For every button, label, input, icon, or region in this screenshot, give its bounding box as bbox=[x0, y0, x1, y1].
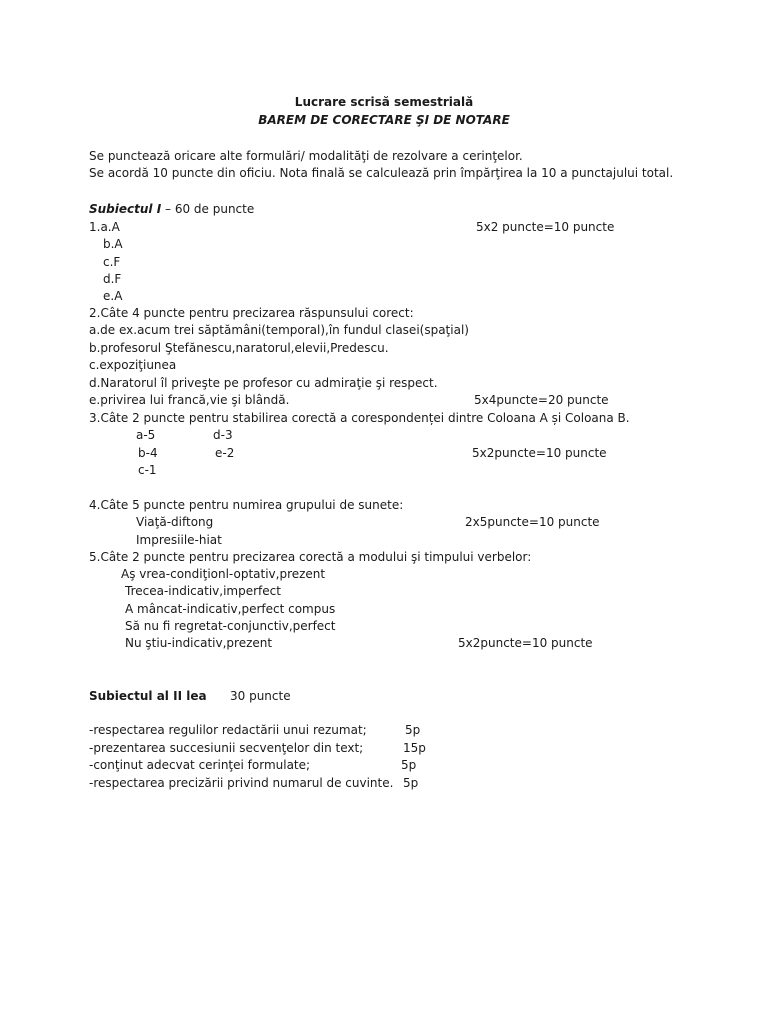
q5-intro: 5.Câte 2 puncte pentru precizarea corectă a modului şi timpului verbelor: bbox=[89, 550, 532, 564]
criterion-3-text: -conţinut adecvat cerinţei formulate; bbox=[89, 758, 311, 772]
document-title: Lucrare scrisă semestrială bbox=[294, 95, 474, 109]
criterion-1-points: 5p bbox=[405, 723, 421, 737]
q2-answer-d: d.Naratorul îl priveşte pe profesor cu admiraţie şi respect. bbox=[89, 376, 438, 390]
q2-answer-a: a.de ex.acum trei săptămâni(temporal),în fundul clasei(spaţial) bbox=[89, 323, 469, 337]
q4-score: 2x5puncte=10 puncte bbox=[465, 515, 600, 529]
q1-item-b: b.A bbox=[103, 237, 123, 251]
subject-1-label: Subiectul I bbox=[89, 202, 162, 216]
q4-item-2: Impresiile-hiat bbox=[136, 533, 222, 547]
q4-intro: 4.Câte 5 puncte pentru numirea grupului de sunete: bbox=[89, 498, 404, 512]
subject-2-points: 30 puncte bbox=[230, 689, 291, 703]
criterion-2-points: 15p bbox=[403, 741, 426, 755]
q1-score: 5x2 puncte=10 puncte bbox=[476, 220, 615, 234]
q4-item-1: Viaţă-diftong bbox=[136, 515, 214, 529]
q3-pair-a: a-5 bbox=[136, 428, 156, 442]
criterion-3-points: 5p bbox=[401, 758, 417, 772]
criterion-4-points: 5p bbox=[403, 776, 419, 790]
q3-intro: 3.Câte 2 puncte pentru stabilirea corectă a corespondenței dintre Coloana A și Coloana B. bbox=[89, 411, 630, 425]
document-subtitle: BAREM DE CORECTARE ŞI DE NOTARE bbox=[258, 113, 510, 127]
q5-item-3: A mâncat-indicativ,perfect compus bbox=[125, 602, 336, 616]
intro-line-1: Se punctează oricare alte formulări/ modalităţi de rezolvare a cerinţelor. bbox=[89, 149, 523, 163]
q2-score: 5x4puncte=20 puncte bbox=[474, 393, 609, 407]
q2-answer-e: e.privirea lui francă,vie şi blândă. bbox=[89, 393, 290, 407]
q5-item-5: Nu ştiu-indicativ,prezent bbox=[125, 636, 273, 650]
q1-item-d: d.F bbox=[103, 272, 122, 286]
subject-1-points: – 60 de puncte bbox=[161, 202, 255, 216]
q2-answer-b: b.profesorul Ştefănescu,naratorul,elevii,Predescu. bbox=[89, 341, 389, 355]
criterion-2-text: -prezentarea succesiunii secvenţelor din text; bbox=[89, 741, 364, 755]
q3-pair-e: e-2 bbox=[215, 446, 235, 460]
q3-score: 5x2puncte=10 puncte bbox=[472, 446, 607, 460]
criterion-4-text: -respectarea precizării privind numarul de cuvinte. bbox=[89, 776, 394, 790]
criterion-1-text: -respectarea regulilor redactării unui rezumat; bbox=[89, 723, 367, 737]
q1-item-c: c.F bbox=[103, 255, 121, 269]
q5-score: 5x2puncte=10 puncte bbox=[458, 636, 593, 650]
q3-pair-b: b-4 bbox=[138, 446, 158, 460]
q3-pair-c: c-1 bbox=[138, 463, 157, 477]
q3-pair-d: d-3 bbox=[213, 428, 233, 442]
q2-answer-c: c.expoziţiunea bbox=[89, 358, 177, 372]
q1-item-e: e.A bbox=[103, 289, 123, 303]
subject-1-heading bbox=[89, 201, 254, 218]
q1-item-a: 1.a.A bbox=[89, 220, 120, 234]
q5-item-2: Trecea-indicativ,imperfect bbox=[125, 584, 281, 598]
q5-item-1: Aş vrea-condiţionl-optativ,prezent bbox=[121, 567, 326, 581]
q2-intro: 2.Câte 4 puncte pentru precizarea răspunsului corect: bbox=[89, 306, 414, 320]
intro-line-2: Se acordă 10 puncte din oficiu. Nota finală se calculează prin împărţirea la 10 a punctajului total. bbox=[89, 166, 674, 180]
q5-item-4: Să nu fi regretat-conjunctiv,perfect bbox=[125, 619, 336, 633]
subject-2-heading: Subiectul al II lea bbox=[89, 689, 207, 703]
